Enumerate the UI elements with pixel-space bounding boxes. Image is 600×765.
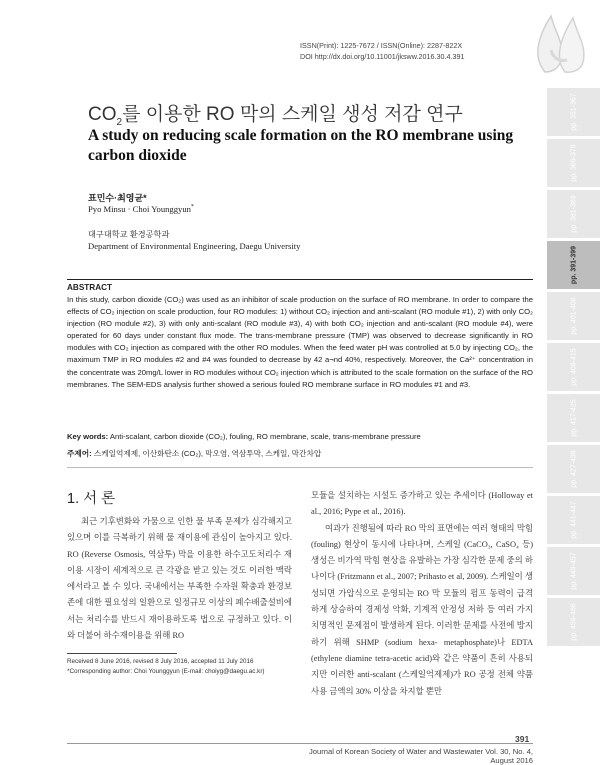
- corresponding-author: *Corresponding author: Choi Younggyun (E-mail: choiyg@daegu.ac.kr): [67, 668, 265, 675]
- side-tab-label: pp. 369-379: [570, 144, 577, 182]
- affiliation-korean: 대구대학교 환경공학과: [88, 230, 170, 239]
- side-tab-label: pp. 401-408: [570, 297, 577, 335]
- corresponding-mark: *: [190, 204, 194, 211]
- paragraph: 최근 기후변화와 가뭄으로 인한 물 부족 문제가 심각해지고 있으며 이를 극복하기 위해 물 재이용에 관심이 높아지고 있다. RO (Reverse Osmosis, 역삼투) 막을 이용한 하수고도처리수 재이용 시장이 세계적으로 큰 각광을 받고 있는 것도 이러한 맥락에서라고 볼 수 있다. 국내에서는 부족한 수자원 확충과 환경보존에 대한 필요성의 일환으로 일정규모 이상의 폐수배출설비에서는 처리수를 반드시 재이용하도록 법으로 규정하고 있다. 이와 더불어 하수재이용을 위해 RO: [67, 517, 292, 641]
- section-heading: 1. 서 론: [67, 491, 116, 507]
- paragraph: 모듈을 설치하는 시설도 증가하고 있는 추세이다 (Holloway et al., 2016; Pype et al., 2016).: [311, 491, 533, 517]
- issn-doi-block: [300, 40, 532, 62]
- side-tab-label: pp. 381-389: [570, 195, 577, 233]
- side-page-tabs: [547, 88, 600, 650]
- abstract-heading: ABSTRACT: [67, 283, 113, 292]
- body-left-column: [67, 514, 292, 644]
- side-tab-label: pp. 449-457: [570, 552, 577, 590]
- keywords-text: Anti-scalant, carbon dioxide (CO₂), fouling, RO membrane, scale, trans-membrane pressure: [109, 432, 421, 441]
- doi-line: DOI http://dx.doi.org/10.11001/jksww.2016.30.4.391: [300, 52, 465, 61]
- keywords-english: [67, 432, 533, 441]
- side-tab-label: pp. 459-466: [570, 603, 577, 641]
- abstract-body: In this study, carbon dioxide (CO₂) was used as an inhibitor of scale production on the surface of RO membrane. In order to compare the effects of CO₂ injection on scale production, four RO modules: 1) without CO₂ injection and anti-scalant (RO module #1), 2) with only CO₂ injection (RO module #2), 3) with only anti-scalant (RO module #3), 4) with both CO₂ injection and anti-scalant (RO module #4), were operated for 60 days under constant flux mode. The trans-membrane pressure (TMP) was observed to decrease significantly in RO modules with CO₂ injection as compared with the other RO modules. When the feed water pH was controlled at 5.0 by injecting CO₂, the maximum TMP in RO modules #2 and #4 was founded to decrease by 42 a¬nd 40%, respectively. Moreover, the Ca²⁺ concentration in the concentrate was 20mg/L lower in RO modules without CO₂ injection which is attributed to the scale formation on the surface of the RO membranes. The SEM-EDS analysis further showed a serious fouled RO membrane surface in RO modules #1 and #3.: [67, 295, 533, 389]
- page-number: 391: [515, 734, 530, 744]
- keywords-korean: [67, 448, 533, 459]
- affiliation-english: Department of Environmental Engineering, Daegu University: [88, 241, 301, 251]
- issn-line: ISSN(Print): 1225-7672 / ISSN(Online): 2287-822X: [300, 41, 463, 50]
- title-ko-pre: CO: [88, 104, 117, 125]
- title-korean: [88, 99, 463, 128]
- side-tab-label: pp. 441-447: [570, 501, 577, 539]
- journal-footer: Journal of Korean Society of Water and Wastewater Vol. 30, No. 4, August 2016: [309, 747, 533, 765]
- keywords-ko-text: 스케일억제제, 이산화탄소 (CO₂), 막오염, 역삼투막, 스케일, 막간차압: [93, 449, 322, 458]
- authors-korean: 표민수·최영균*: [88, 193, 147, 203]
- side-tab: [547, 547, 600, 595]
- side-tab: [547, 241, 600, 289]
- authors-english: [88, 204, 194, 214]
- received-dates: Received 8 June 2016, revised 8 July 2016, accepted 11 July 2016: [67, 658, 254, 665]
- side-tab: [547, 394, 600, 442]
- side-tab: [547, 445, 600, 493]
- side-tab-label: pp. 391-399: [570, 245, 577, 285]
- side-tab: [547, 88, 600, 136]
- side-tab-label: pp. 351-367: [570, 93, 577, 131]
- side-tab: [547, 190, 600, 238]
- paragraph: 여과가 진행됨에 따라 RO 막의 표면에는 여러 형태의 막힘 (fouling) 현상이 동시에 나타나며, 스케일 (CaCO₃, CaSO₄ 등) 생성은 비가역 막힘 현상을 유발하는 가장 심각한 문제 중의 하나이다 (Fritzmann et al., 2007; Prihasto et al, 2009). 스케일이 생성되면 가압식으로 운영되는 RO 막 모듈의 펌프 동력이 급격하게 상승하여 경제성 악화, 기계적 안정성 저하 등 여러 가지 치명적인 문제점이 발생하게 된다. 이러한 문제를 사전에 방지하기 위해 SHMP (sodium hexa- metaphosphate)나 EDTA (ethylene diamine tetra-acetic acid)와 같은 약품이 흔히 사용되지만 이러한 anti-scalant (스케일억제제)가 RO 공정 전체 약품사용 금액의 30% 이상을 차지할 뿐만: [311, 523, 533, 696]
- side-tab-label: pp. 409-415: [570, 348, 577, 386]
- title-english: A study on reducing scale formation on the RO membrane using carbon dioxide: [88, 127, 514, 164]
- authors-en-text: Pyo Minsu · Choi Younggyun: [88, 204, 191, 214]
- keywords-label: Key words:: [67, 432, 109, 441]
- keywords-ko-label: 주제어:: [67, 449, 92, 458]
- side-tab: [547, 139, 600, 187]
- keywords-bottom-rule: [67, 467, 533, 468]
- title-ko-post: 를 이용한 RO 막의 스케일 생성 저감 연구: [122, 104, 463, 125]
- side-tab: [547, 292, 600, 340]
- footnote-rule: [67, 653, 177, 654]
- side-tab: [547, 496, 600, 544]
- journal-logo-icon: [531, 10, 593, 76]
- footer-rule: [67, 743, 533, 744]
- side-tab-label: pp. 427-439: [570, 450, 577, 488]
- side-tab-label: pp. 417-425: [570, 399, 577, 437]
- side-tab: [547, 598, 600, 646]
- title-ko-sub: 2: [116, 116, 123, 128]
- body-right-column: [311, 488, 533, 700]
- abstract-top-rule: [67, 279, 533, 280]
- side-tab: [547, 343, 600, 391]
